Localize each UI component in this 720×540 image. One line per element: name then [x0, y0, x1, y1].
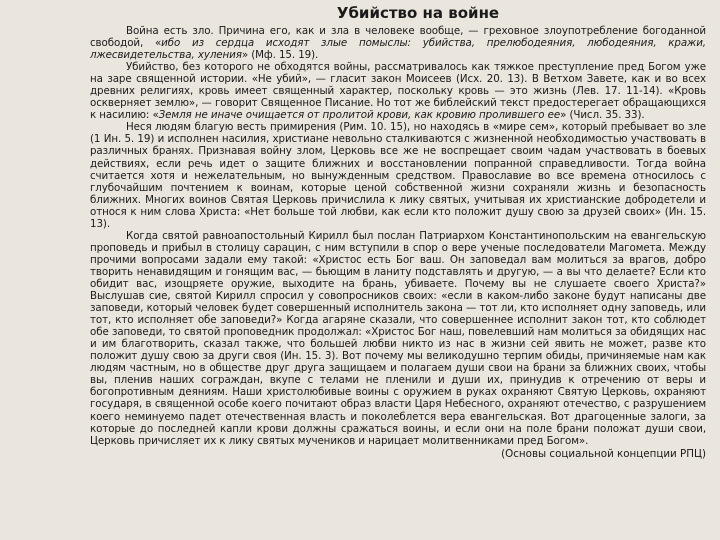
paragraph-3: [90, 121, 706, 229]
document-title: Убийство на войне: [336, 4, 500, 22]
paragraph-4-text: Когда святой равноапостольный Кирилл был послан Патриархом Константинопольским на евангельскую проповедь и прибыл в столицу сарацин, с ним вступили в спор о вере ученые последователи Магомета. Между прочими вопросами задали ему такой: «Христос есть Бог ваш. Он заповедал вам молиться за врагов, добро творить ненавидящим и гонящим вас, — бьющим в ланиту подставлять и другую, — а вы что делаете? Если кто обидит вас, изощряете оружие, выходите на брань, убиваете. Почему вы не слушаете своего Христа?» Выслушав сие, святой Кирилл спросил у совопросников своих: «если в каком-либо законе будут написаны две заповеди, который человек будет совершенный исполнитель закона — тот ли, кто исполняет одну заповедь, или тот, кто исполняет обе заповеди?» Когда агаряне сказали, что совершеннее исполнит закон тот, кто соблюдет обе заповеди, то святой проповедник продолжал: «Христос Бог наш, повелевший нам молиться за обидящих нас и им благотворить, сказал также, что большей любви никто из нас в жизни сей явить не может, разве кто положит душу свою за други своя (Ин. 15. 3). Вот почему мы великодушно терпим обиды, причиняемые нам как людям частным, но в обществе друг друга защищаем и полагаем души свои на брани за ближних своих, чтобы вы, пленив наших сограждан, вкупе с телами не пленили и души их, принудив к отречению от веры и богопротивным деяниям. Наши христолюбивые воины с оружием в руках охраняют Святую Церковь, охраняют государя, в священной особе коего почитают образ власти Царя Небесного, охраняют отечество, с разрушением коего неминуемо падет отечественная власть и поколеблется вера евангельская. Вот драгоценные залоги, за которые до последней капли крови должны сражаться воины, и если они на поле брани положат души свои, Церковь причисляет их к лику святых мучеников и нарицает молитвенниками пред Богом».: [90, 229, 706, 447]
document-body: [90, 25, 706, 447]
paragraph-2: [90, 61, 706, 121]
paragraph-2-text: Убийство, без которого не обходятся войны, рассматривалось как тяжкое преступление пред Богом уже на заре священной истории. «Не убий», — гласит закон Моисеев (Исх. 20. 13). В Ветхом Завете, как и во всех древних религиях, кровь имеет священный характер, поскольку кровь — это жизнь (Лев. 17. 11-14). «Кровь оскверняет землю», — говорит Священное Писание. Но тот же библейский текст предостерегает обращающихся к насилию: «: [90, 61, 706, 122]
paragraph-2-quote: Земля не иначе очищается от пролитой крови, как кровию пролившего ее: [158, 109, 561, 122]
paragraph-1-quote: ибо из сердца исходят злые помыслы: убийства, прелюбодеяния, любодеяния, кражи, лжесвидетельства, хуления: [90, 37, 706, 62]
paragraph-1-text: Война есть зло. Причина его, как и зла в человеке вообще, — греховное злоупотребление богоданной свободой, «: [90, 25, 706, 50]
paragraph-4: [90, 230, 706, 447]
paragraph-1-tail: » (Мф. 15. 19).: [241, 49, 319, 62]
paragraph-1: [90, 25, 706, 61]
paragraph-2-tail: » (Числ. 35. 33).: [560, 109, 645, 122]
source-citation: (Основы социальной концепции РПЦ): [501, 447, 706, 460]
paragraph-3-text: Неся людям благую весть примирения (Рим. 10. 15), но находясь в «мире сем», который пребывает во зле (1 Ин. 5. 19) и исполнен насилия, христиане невольно сталкиваются с жизненной необходимостью участвовать в различных бранях. Признавая войну злом, Церковь все же не воспрещает своим чадам участвовать в боевых действиях, если речь идет о защите ближних и восстановлении попранной справедливости. Тогда война считается хотя и нежелательным, но вынужденным средством. Православие во все времена относилось с глубочайшим почтением к воинам, которые ценой собственной жизни сохраняли жизнь и безопасность ближних. Многих воинов Святая Церковь причислила к лику святых, учитывая их христианские добродетели и относя к ним слова Христа: «Нет больше той любви, как если кто положит душу свою за друзей своих» (Ин. 15. 13).: [90, 121, 706, 230]
